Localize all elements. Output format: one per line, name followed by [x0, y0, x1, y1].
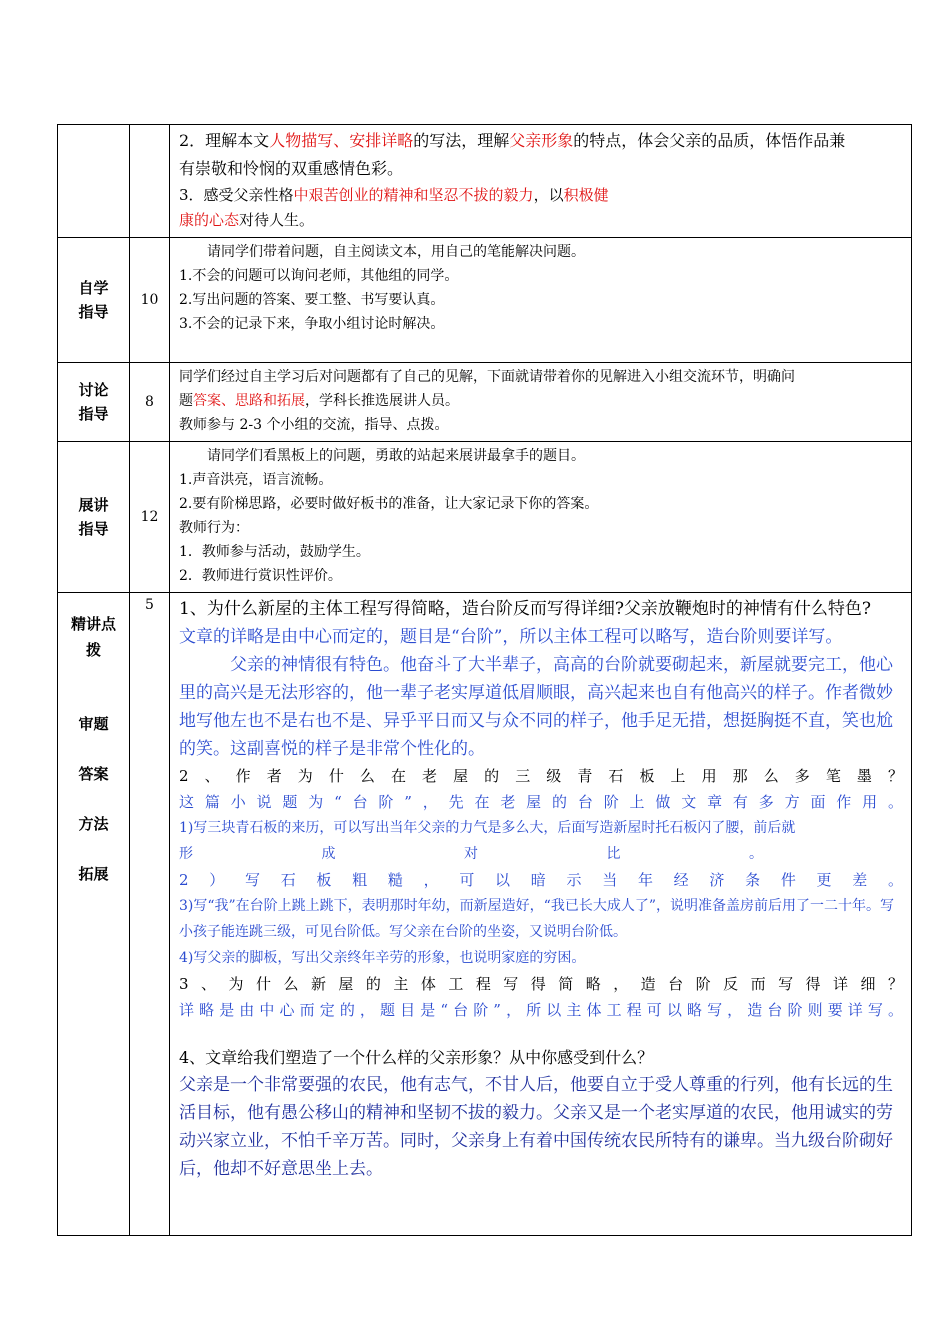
lesson-plan-table — [57, 124, 912, 1236]
answer-2-point1-cont: 形成对比。 — [179, 846, 763, 862]
self-study-time: 10 — [130, 238, 170, 363]
presentation-line: 教师行为： — [179, 520, 249, 536]
answer-2-point2: 2）写石板粗糙，可以暗示当年经济条件更差。 — [179, 871, 903, 889]
discussion-content — [170, 363, 912, 442]
objective-2-cont: 有崇敬和怜悯的双重感情色彩。 — [179, 159, 404, 178]
question-4: 4、文章给我们塑造了一个什么样的父亲形象？从中你感受到什么？ — [179, 1048, 654, 1067]
answer-4: 父亲是一个非常要强的农民，他有志气，不甘人后，他要自立于受人尊重的行列，他有长远的生活目标，他有愚公移山的精神和坚韧不拔的毅力。父亲又是一个老实厚道的农民，他用诚实的劳动兴家立业，不怕千辛万苦。同时，父亲身上有着中国传统农民所特有的谦卑。当九级台阶砌好后，他却不好意思坐上去。 — [179, 1075, 893, 1179]
discussion-line: 同学们经过自主学习后对问题都有了自己的见解，下面就请带着你的见解进入小组交流环节，明确问 — [179, 369, 795, 385]
question-2: 2、作者为什么在老屋的三级青石板上用那么多笔墨？ — [179, 767, 903, 785]
discussion-line: 题答案、思路和拓展，学科长推选展讲人员。 — [179, 393, 459, 409]
objectives-label-cell — [58, 125, 130, 238]
answer-3: 详略是由中心而定的，题目是“台阶”，所以主体工程可以略写，造台阶则要详写。 — [179, 1001, 903, 1019]
discussion-row — [58, 363, 912, 442]
presentation-label: 展讲 指导 — [58, 442, 130, 593]
presentation-line: 2.要有阶梯思路，必要时做好板书的准备，让大家记录下你的答案。 — [179, 496, 599, 512]
explain-time: 5 — [130, 593, 170, 1236]
objective-3-cont: 康的心态对待人生。 — [179, 211, 315, 229]
presentation-line: 1．教师参与活动，鼓励学生。 — [179, 544, 370, 560]
self-study-row — [58, 238, 912, 363]
presentation-line: 2．教师进行赏识性评价。 — [179, 568, 342, 584]
objectives-row — [58, 125, 912, 238]
answer-2-point4: 4)写父亲的脚板，写出父亲终年辛劳的形象，也说明家庭的穷困。 — [179, 950, 586, 966]
presentation-time: 12 — [130, 442, 170, 593]
self-study-label: 自学 指导 — [58, 238, 130, 363]
self-study-line: 请同学们带着问题，自主阅读文本，用自己的笔能解决问题。 — [179, 244, 585, 260]
answer-1b: 父亲的神情很有特色。他奋斗了大半辈子，高高的台阶就要砌起来，新屋就要完工，他心里的高兴是无法形容的，他一辈子老实厚道低眉顺眼，高兴起来也自有他高兴的样子。作者微妙地写他左也不是右也不是、异乎平日而又与众不同的样子，他手足无措，想挺胸挺不直，笑也尬的笑。这副喜悦的样子是非常个性化的。 — [179, 655, 893, 759]
answer-1a: 文章的详略是由中心而定的，题目是“台阶”，所以主体工程可以略写，造台阶则要详写。 — [179, 627, 843, 647]
self-study-content — [170, 238, 912, 363]
self-study-line: 1.不会的问题可以询问老师，其他组的同学。 — [179, 268, 459, 284]
discussion-line: 教师参与 2-3 个小组的交流，指导、点拨。 — [179, 417, 449, 433]
presentation-content — [170, 442, 912, 593]
answer-2-point3: 3)写“我”在台阶上跳上跳下，表明那时年幼，而新屋造好，“我已长大成人了”，说明准备盖房前后用了一二十年。写小孩子能连跳三级，可见台阶低。写父亲在台阶的坐姿，又说明台阶低。 — [179, 898, 894, 940]
self-study-line: 3.不会的记录下来，争取小组讨论时解决。 — [179, 316, 445, 332]
answer-2-intro: 这篇小说题为“台阶”，先在老屋的台阶上做文章有多方面作用。 — [179, 793, 903, 811]
question-3: 3、为什么新屋的主体工程写得简略，造台阶反而写得详细？ — [179, 975, 903, 993]
objective-3: 3．感受父亲性格中艰苦创业的精神和坚忍不拔的毅力，以积极健 — [179, 186, 609, 204]
self-study-line: 2.写出问题的答案、要工整、书写要认真。 — [179, 292, 445, 308]
objectives-content — [170, 125, 912, 238]
answer-2-point1: 1)写三块青石板的来历，可以写出当年父亲的力气是多么大，后面写造新屋时托石板闪了腰，前后就 — [179, 820, 796, 836]
presentation-row — [58, 442, 912, 593]
objective-2: 2．理解本文人物描写、安排详略的写法，理解父亲形象的特点，体会父亲的品质，体悟作品兼 — [179, 131, 846, 150]
discussion-time: 8 — [130, 363, 170, 442]
explain-label: 精讲点 拨 审题 答案 方法 拓展 — [58, 593, 130, 1236]
presentation-line: 1.声音洪亮，语言流畅。 — [179, 472, 333, 488]
discussion-label: 讨论 指导 — [58, 363, 130, 442]
explain-row — [58, 593, 912, 1236]
objectives-time-cell — [130, 125, 170, 238]
presentation-line: 请同学们看黑板上的问题，勇敢的站起来展讲最拿手的题目。 — [179, 448, 585, 464]
explain-content — [170, 593, 912, 1236]
question-1: 1、为什么新屋的主体工程写得简略，造台阶反而写得详细?父亲放鞭炮时的神情有什么特色? — [179, 599, 872, 619]
